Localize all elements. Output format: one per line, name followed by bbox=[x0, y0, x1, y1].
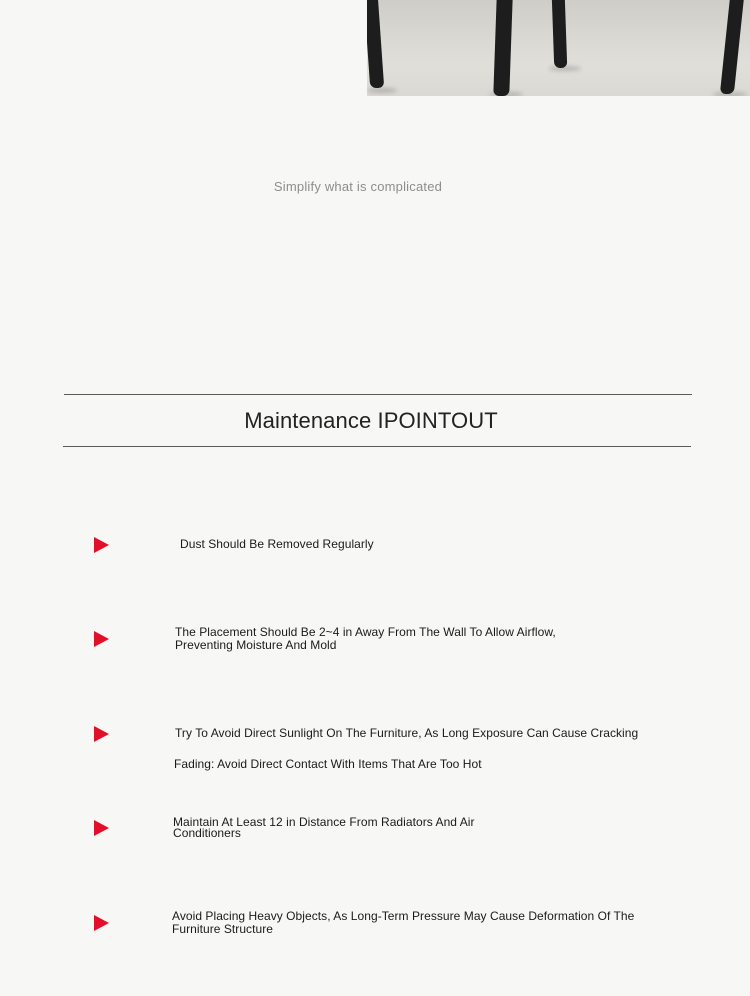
leg-shadow bbox=[367, 88, 397, 93]
product-photo bbox=[367, 0, 750, 96]
tip-radiators bbox=[173, 817, 475, 839]
tip-line: Avoid Placing Heavy Objects, As Long-Term Pressure May Cause Deformation Of The bbox=[172, 909, 635, 923]
tip-line: Furniture Structure bbox=[172, 922, 273, 936]
title-rule-bottom bbox=[63, 446, 691, 447]
tip-heat bbox=[174, 758, 482, 771]
tip-heavy-objects bbox=[172, 910, 634, 936]
tip-line: Preventing Moisture And Mold bbox=[175, 638, 337, 652]
play-triangle-icon bbox=[94, 915, 109, 931]
tip-wall-distance bbox=[175, 626, 556, 652]
play-triangle-icon bbox=[94, 537, 109, 553]
play-triangle-icon bbox=[94, 631, 109, 647]
section-title: Maintenance IPOINTOUT bbox=[244, 408, 498, 433]
tip-line: Conditioners bbox=[173, 826, 241, 840]
chair-leg bbox=[552, 0, 568, 68]
tip-line: The Placement Should Be 2~4 in Away From The Wall To Allow Airflow, bbox=[175, 625, 556, 639]
leg-shadow bbox=[549, 66, 581, 71]
play-triangle-icon bbox=[94, 820, 109, 836]
tip-dust bbox=[180, 538, 374, 551]
tip-line: Fading: Avoid Direct Contact With Items That Are Too Hot bbox=[174, 757, 482, 771]
chair-leg bbox=[367, 0, 384, 88]
play-triangle-icon bbox=[94, 726, 109, 742]
tip-line: Try To Avoid Direct Sunlight On The Furniture, As Long Exposure Can Cause Cracking bbox=[175, 726, 639, 740]
tip-text: Dust Should Be Removed Regularly bbox=[180, 537, 374, 551]
tip-sunlight bbox=[175, 727, 638, 740]
tip-line: Maintain At Least 12 in Distance From Radiators And Air bbox=[173, 815, 475, 829]
title-rule-top bbox=[64, 394, 692, 395]
tagline: Simplify what is complicated bbox=[273, 179, 443, 194]
